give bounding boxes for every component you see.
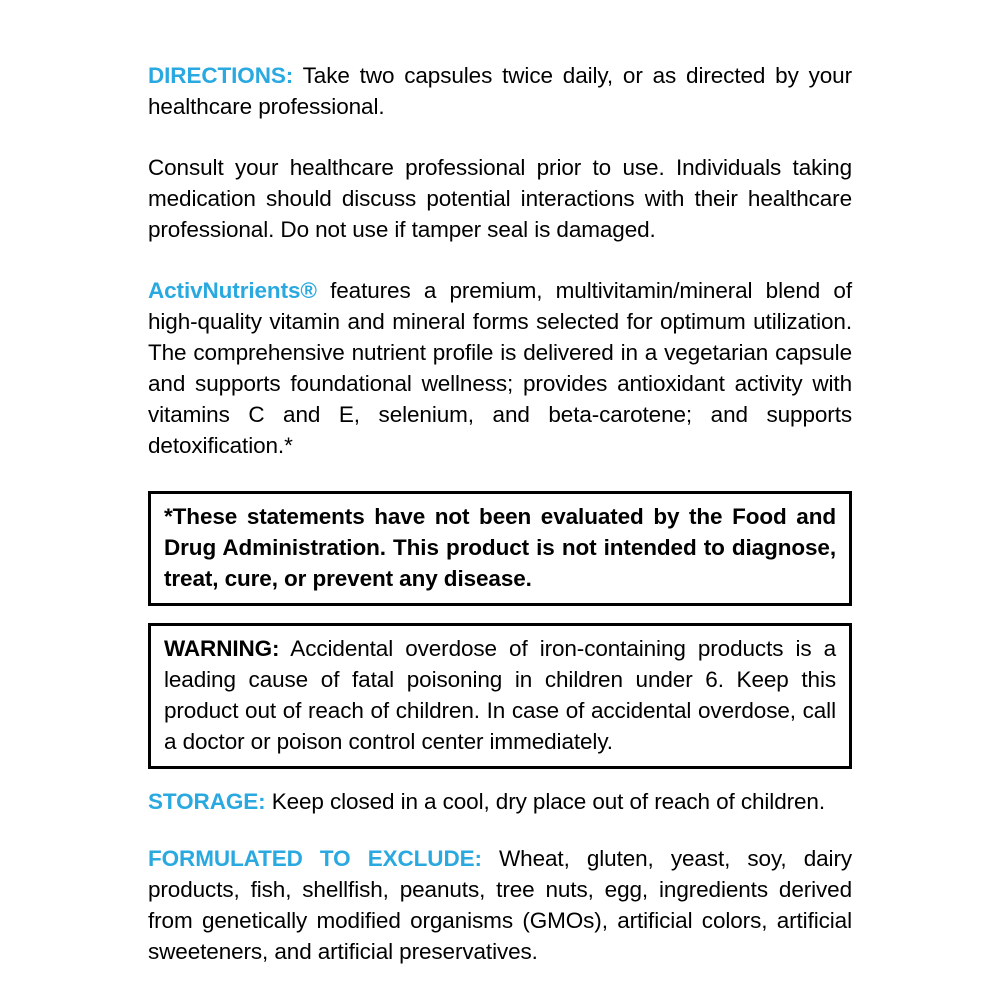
directions-paragraph [148, 60, 852, 122]
formulated-to-exclude-text: Wheat, gluten, yeast, soy, dairy products, fish, shellfish, peanuts, tree nuts, egg, ingredients derived from genetically modified organisms (GMOs), artificial colors, artificial sweeteners, and artificial preservatives. [148, 846, 852, 964]
consult-text: Consult your healthcare professional prior to use. Individuals taking medication should discuss potential interactions with their healthcare professional. Do not use if tamper seal is damaged. [148, 155, 852, 242]
formulated-to-exclude-label: FORMULATED TO EXCLUDE: [148, 846, 482, 871]
warning-text: Accidental overdose of iron-containing products is a leading cause of fatal poisoning in children under 6. Keep this product out of reach of children. In case of accidental overdose, call a doctor or poison control center immediately. [164, 636, 837, 754]
warning-label: WARNING: [164, 636, 280, 661]
warning-paragraph [164, 633, 836, 757]
brand-name: ActivNutrients® [148, 278, 317, 303]
warning-box [148, 623, 852, 769]
directions-text: Take two capsules twice daily, or as directed by your healthcare professional. [148, 63, 852, 119]
directions-label: DIRECTIONS: [148, 63, 294, 88]
formulated-to-exclude-paragraph [148, 843, 852, 967]
product-description-text: features a premium, multivitamin/mineral blend of high-quality vitamin and mineral forms selected for optimum utilization. The comprehensive nutrient profile is delivered in a vegetarian capsule and supports foundational wellness; provides antioxidant activity with vitamins C and E, selenium, and beta-carotene; and supports detoxification.* [148, 278, 852, 458]
fda-disclaimer-text: *These statements have not been evaluated by the Food and Drug Administration. This product is not intended to diagnose, treat, cure, or prevent any disease. [164, 504, 836, 591]
storage-label: STORAGE: [148, 789, 266, 814]
product-description-paragraph [148, 275, 852, 461]
fda-disclaimer-paragraph [164, 501, 836, 594]
storage-text: Keep closed in a cool, dry place out of reach of children. [271, 789, 825, 814]
consult-paragraph [148, 152, 852, 245]
storage-paragraph [148, 786, 852, 817]
fda-disclaimer-box [148, 491, 852, 606]
